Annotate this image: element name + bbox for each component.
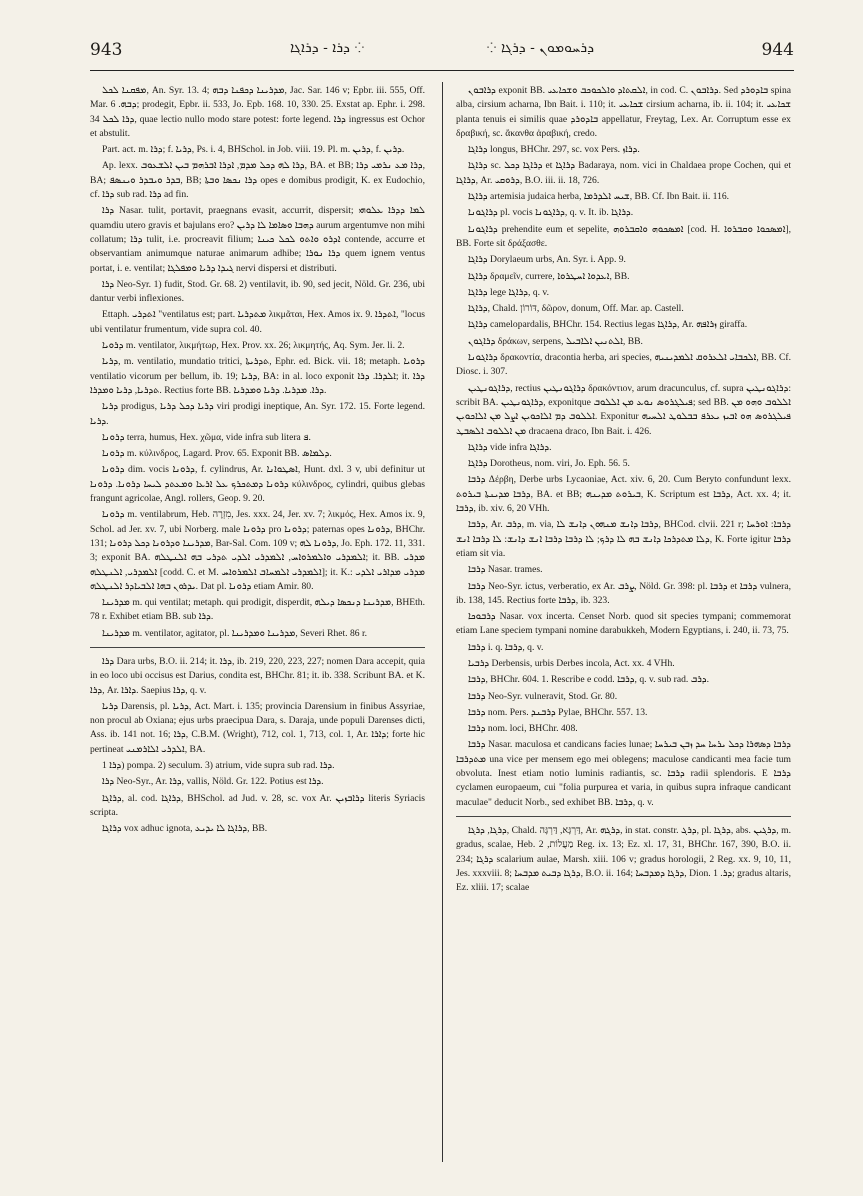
dictionary-entry: ܕܪܒܐ nom. Pers. ܕܪܒܢܕ Pylae, BHChr. 557. 13. — [468, 706, 648, 718]
dictionary-entry: ܕܪܐܓܐ camelopardalis, BHChr. 154. Rectius legas ܕܪܐܓܐ, Ar. ܙܪܐܦܗ giraffa. — [468, 319, 748, 331]
column-divider — [442, 82, 443, 1162]
dictionary-entry: ܕܪܒܐ Neo-Syr. vulneravit, Stod. Gr. 80. — [468, 690, 618, 702]
dictionary-entry: ܕܪܒܐ i. q. ܕܪܒܐ, q. v. — [468, 641, 544, 653]
dictionary-entry: ܕܪܝܐ, m. ventilatio, mundatio tritici, ܬܕܪܝܬܐ, Ephr. ed. Bick. vii. 18; metaph. ܕܪܘܝܐ ventilatio vicorum per bellum, ib. 19; ܕܪܝܐ, BA: in al. loco exponit ܐܠܕܪܐ. ܕܪܐ; it. ܕܪܐ ܬܕܪܝܐ, ܕܪܝܐ ܘܡܕܪܐ. Rectius forte BB. ܕܪܐ. ܡܕܪܝܐ. ܕܪܝܐ ܘܡܕܪܝܐ. — [90, 356, 425, 396]
dictionary-entry: ܕܪܓܐ, ܕܪܓܐ, Chald. דַּרְגָּא, דַּרְגָּה, Ar. ܕܪܓܗ, in stat. constr. ܕܪܓ, pl. ܕܪܓܐ, abs. ܕܪܓܝܢ, m. gradus, scalae, Heb. מַעֲלוֹת, 2 Reg. ix. 13; Ez. xl. 17, 31, BHChr. 167, 390, B.O. ii. 234; ܕܪܓܐ scalarium aulae, Marsh. xiii. 106 v; gradus horologii, 2 Reg. xx. 9, 10, 11, Jes. xxxviii. 8; ܕܪܓܐ ܕܒܝܬ ܡܕܒܚܐ, B.O. ii. 164; ܕܪܓܐ ܕܡܕܒܚܐ, Dion. ܕܪ. 1; gradus altaris, Ez. xliii. 17; scalae — [456, 824, 791, 894]
dictionary-entry: Part. act. m. ܕܪܐ; f. ܕܪܝܐ, Ps. i. 4, BHSchol. in Job. viii. 19. Pl. m. ܕܪܝܢ, f. ܕܪܝܢ. — [102, 144, 405, 156]
dictionary-entry: ܕܪܐ Nasar. tulit, portavit, praegnans evasit, accurrit, dispersit; ܠܡܐ ܕܕܪܐ ܥܠܘܗܝ quamdiu utero gravis et bajulans ero? ܕܗܒܐ ܘܣܐܡܐ ܠܐ ܕܪܝܢ aurum argentumve non mihi collatum; ܕܪܐ tulit, i.e. procreavit filium; ܐܕܪܘ ܘܐܬܘ ܠܟܠ ܟܝܢܐ contende, accurre et observantiam animumque naturae animarum adhibe; ܕܪܐ ܢܘܪܐ quem ignem ventus portat, i. e. ventilat; ܓܝܕܐ ܕܪܝܐ ܘܡܦܠܓܐ nervi dispersi et distributi. — [90, 205, 425, 274]
dictionary-entry: ܕܪܒܐ, BHChr. 604. 1. Rescribe e codd. ܕܪܒܐ, q. v. sub rad. ܕܪܒ. — [468, 674, 710, 686]
dictionary-entry: ܕܪܐܓܐ, Chald. דּוֹרוֹן, δῶρον, donum, Off. Mar. ap. Castell. — [468, 303, 684, 315]
dictionary-entry: ܕܪܐܓܘܢܛܝܢ, rectius ܕܪܐܓܘܢܛܝܢ δρακόντιον, arum dracunculus, cf. supra ܕܪܐܓܘܢܛܝܢ: scribit BA. ܕܪܐܓܘܢܛܝܢ, exponitque ܦܝܠܓܪܘܣ ܢܘܥ ܡܢ ܐܠܠܘܒ; sed BB. ܐܠܠܘܒ ܘܗܘ ܡܢ ܐܠܠܘܒ ܕܡ ܐܠܐܟܘܝܢ ܐܨܠ ܡܢ ܐܠܐܟܘܝܢ. Exponitur ܦܝܠܓܪܘܣ ܗܘ ܐܒܝܙ ܝܥܪܦ ܒܒܠܘܛ ܐܠܚܝܗ ܡܢ ܐܠܠܘܒ ܐܠܣܒܛ dracaena draco, Ibn Bait. i. 426. — [456, 382, 791, 437]
dictionary-entry: ܕܪܒܐ Δέρβη, Derbe urbs Lycaoniae, Act. xiv. 6, 20. Cum Beryto confundunt lexx. ܕܪܒܐ ܡܕܝܢܬܐ ܒܝܪܘܬ, BA. et BB; ܒܝܪܘܬ ܡܕܝܢܗ, K. Scriptum est ܕܪܒܐ, Act. xx. 4; it. ܕܪܒܐ, ib. xiv. 6, 20 VHh. — [456, 474, 791, 515]
dictionary-entry: ܕܪܒܐ, Ar. ܕܪܒ, m. via, ܕܪܒܐ ܕܐܢܫ ܡܢܗܘܢ ܕܐܢܫ ܠܐ, BHCod. clvii. 221 r; ܕܪܒܐ: ܐܘܪܚܐ ܕܠܐ ܡܬܕܪܟܐ ܕܐܢܫ ܒܗ ܠܐ ܕܪܟ; ܠܐ ܕܪܒܐ ܕܪܒܐ ܐܢܫ ܕܐܢܫ: ܠܐ ܕܪܒܐ ܐܢܫ, K. Forte igitur ܕܪܒܐ etiam sit via. — [456, 519, 791, 559]
dictionary-entry: ܕܪܘܢܐ terra, humus, Hex. χῶμα, vide infra sub litera ܦ. — [102, 431, 311, 443]
page-header — [90, 40, 794, 66]
dictionary-entry: ܕܪܘܢܐ m. κύλινδρος, Lagard. Prov. 65. Exponit BB. ܕܠܡܐܣ. — [102, 448, 332, 460]
dictionary-entry: ܕܪܒܐ Neo-Syr. ictus, verberatio, ex Ar. ܨܪܒ, Nöld. Gr. 398: pl. ܕܪܒܐ et ܕܪܒܐ vulnera, ib. 138, 145. Rectius forte ܕܪܒܐ, ib. 323. — [456, 580, 791, 606]
dictionary-entry: ܕܪܐܓܐ longus, BHChr. 297, sc. vox Pers. ܕܪܐܙ. — [468, 144, 640, 156]
dictionary-entry: ܕܪܐܓܐ δραμεῖν, currere, ܐܥܕܘܐ ܐܚܛܪܘܐ, BB. — [468, 270, 630, 282]
right-column — [456, 84, 791, 1164]
dictionary-entry: ܕܪܐܓܐ artemisia judaica herba, ܫܝܚ ܐܠܕܪܡܐ, BB. Cf. Ibn Bait. ii. 116. — [468, 191, 730, 203]
dictionary-entry: ܕܪܐ Dara urbs, B.O. ii. 214; it. ܕܪܐ, ib. 219, 220, 223, 227; nomen Dara accepit, quia in eo loco ubi occisus est Darius, condita est, BHChr. 81; it. ib. 338. Scribunt BA. et K. ܕܪܐ, Ar. ܕܐܪܐ. Saepius ܕܪܐ, q. v. — [90, 655, 425, 696]
running-head-left: ⁘ ܕܪܐ - ܕܪܐܓܐ — [290, 40, 365, 56]
dictionary-entry: ܕܪܐܓܐ Dorotheus, nom. viri, Jo. Eph. 56. 5. — [468, 458, 630, 470]
dictionary-entry: ܕܪܐܓܐ vox adhuc ignota, ܕܪܐܓܐ ܠܐ ܝܕܝܥ, BB. — [102, 823, 268, 835]
dictionary-entry: ܕܪܐܓܐ vide infra ܕܪܐܓܐ. — [468, 441, 552, 453]
dictionary-entry: ܡܕܪܝܢܐ m. ventilator, agitator, pl. ܡܕܪܝܢܐ ܘܡܕܪܝܢܐ, Severi Rhet. 86 r. — [102, 627, 368, 639]
dictionary-entry: ܕܪܐܓܘܢܐ prehendite eum et sepelite, ܐܡܣܟܘܗ ܘܐܩܒܪܘܗ [cod. H. ܐܡܣܟܘܐ ܘܩܒܪܘܐ], BB. Forte sit δράξασθε. — [456, 223, 791, 249]
dictionary-entry: ܕܪܐܓܘܢܐ pl. vocis ܕܪܐܓܘܢܐ, q. v. It. ib. ܕܪܐܓܐ. — [468, 207, 634, 219]
running-head-right: ܕܪܚܘܡܘܢ - ܕܪܓܐ ⁘ — [486, 40, 594, 56]
page-number-right: 944 — [761, 40, 794, 60]
dictionary-entry: ܕܪܝܐ prodigus, ܕܪܝܐ ܕܟܠ ܕܪܝܐ viri prodigi ineptique, An. Syr. 172. 15. Forte legend. ܕܪܝܐ. — [90, 401, 425, 427]
dictionary-entry: ܕܪܒܐ nom. loci, BHChr. 408. — [468, 723, 578, 735]
dictionary-entry: ܕܪܘܢܐ m. ventilabrum, Heb. מִזְרֶה, Jes. xxx. 24, Jer. xv. 7; λικμός, Hex. Amos ix. 9, Schol. ad Jer. xv. 7, ubi Norberg. male ܕܪܘܢܐ pro ܕܪܘܢܐ; paternas opes ܕܪܘܢܐ, BHChr. 131; ܡܕܪܝܢܐ ܘܕܪܘܢܐ ܕܟܠ ܕܪܘܢܐ, Bar-Sal. Com. 109 v; ܕܪܘܢܐ ܠܗ, Jo. Eph. 172. 11, 331. 3; exponit BA. ܐܠܡܕܪܝ ܘܐܠܡܪܘܐܚ, ܐܠܡܕܪܝ ܐܠܕܝ ܬܕܪܝ ܒܗ ܐܠܢܛܠܗ; it. BB. ܡܕܪܝ ܐܠܡܕܪܝ, ܐܠܢܛܠܗ [codd. C. et M. ܐܠܡܕܪܝ ܐܠܡܚܐܒ ܐܠܡܪܘܐܚ]; it. K.: ܡܕܪܝ ܡܕܐܪܝ ܐܠܕܝ ܝܕܪܘܢ ܒܗܐ ܐܠܒܝܐܕܪ ܐܠܢܛܠܗ. Dat pl. ܕܪܘܢܐ etiam Amir. 80. — [90, 509, 425, 592]
dictionary-entry: ܕܪܐ Neo-Syr. 1) fudit, Stod. Gr. 68. 2) ventilavit, ib. 90, sed jecit, Nöld. Gr. 236, ubi dantur verbi inflexiones. — [90, 278, 425, 305]
dictionary-entry: ܕܪܒܘܟܐ Nasar. vox incerta. Censet Norb. quod sit species tympani; commemorat etiam Lane speciem tympani nomine darabukkeh, Modern Egyptians, i. 240, ii. 73, 75. — [456, 611, 791, 637]
dictionary-entry: ܕܪܐ Neo-Syr., Ar. ܕܪܐ, vallis, Nöld. Gr. 122. Potius est ܕܪܐ. — [102, 776, 324, 788]
dictionary-entry: ܕܪܐܒܘܢ exponit BB. ܐܠܩܬܐܕ ܘܐܠܟܘܟܒ ܘܫܟܐܥܝ, in cod. C. ܕܪܐܒܘܢ. Sed ܒܐܕܘܪܕ spina alba, cirsium acharna, Ibn Bait. i. 110; it. ܫܟܐܥܝ cirsium acharna, ib. ii. 104; it. ܫܟܐܥܝ planta tenuis ei similis quae ܒܐܕܘܪܕ appellatur, Freytag, Lex. Ar. Corruptum esse ex δραβική, sc. ἄκανθα ἀραβική, credo. — [456, 85, 791, 139]
dictionary-entry: ܡܕܪܝܢܐ m. qui ventilat; metaph. qui prodigit, disperdit, ܡܕܪܝܢܐ ܕܢܟܣܐ ܕܝܠܗ, BHEth. 78 r. Exhibet etiam BB. sub ܕܪܐ. — [90, 597, 425, 623]
dictionary-entry: ܕܪܐܓܐ sc. ܕܪܐܓܐ ܕܟܠ et ܕܪܐܓܐ Badaraya, nom. vici in Chaldaea prope Cochen, qui et ܕܪܐܓܐ, Ar. ܕܪܘܩܝ, B.O. iii. ii. 18, 726. — [456, 160, 791, 186]
dictionary-entry: ܕܪܐܓܐ Dorylaeum urbs, An. Syr. i. App. 9. — [468, 254, 626, 266]
dictionary-entry: ܕܪܐܓܘܢܐ δρακοντία, dracontia herba, ari species, ܐܠܟܒܐܝ ܐܠܥܪܘܩ ܐܠܡܕܝܢܝܗ, BB. Cf. Diosc. i. 307. — [456, 352, 791, 378]
section-separator — [90, 647, 425, 648]
header-rule — [90, 70, 794, 71]
dictionary-entry: ܡܦܩܢܐ ܠܟܠ, An. Syr. 13. 4; ܡܕܪܝܢܐ ܕܟܦܢܐ ܕܒܗ, Jac. Sar. 146 v; Epbr. iii. 555, Off. Mar. ܕܒܗ. 6; prodegit, Epbr. ii. 533, Jo. Epb. 168. 10, 330. 25. Exstat ap. Ephr. i. 298. 34 ܕܪܐ ܠܟܠ, quae lectio nullo modo stare potest: forte legend. ܕܪܐ ingressus est Ochor et abstulit. — [90, 85, 425, 139]
dictionary-entry: ܕܪܝܐ Darensis, pl. ܕܪܝܐ, Act. Mart. i. 135; provincia Darensium in finibus Assyriae, non procul ab Oxiana; ejus urbs praecipua Dara, s. Daraja, unde populi Darenses dicti, Ass. ib. 141 not. 16; ܕܪܐ, C.B.M. (Wright), 712, col. 1, 713, col. 1, Ar. ܕܐܪܐ; forte hic pertineat ܐܠܕܪܝ ܐܠܐܪܡܢܝ, BA. — [90, 700, 425, 755]
dictionary-entry: Ap. lexx. ܕܪܐ ܠܗ ܕܟܠ ܡܕܡ, ܐܕܪܐ ܐܒܪܗܡ ܒܝܢ ܐܠܫܥܘܒ, BA. et BB; ܕܪܐ ܡܥ ܢܪܡܝ ܕܪܐ, BA; ܒܕܪ ܘܝܒܕܪ ܘܝܢܣܦ, BB; ܕܪܐ ܢܟܣܐ ܘܒܬܐ opes e domibus prodigit, K. ex Eudochio, cf. ܕܪܐ sub rad. ܕܪܐ ad fin. — [90, 160, 425, 201]
dictionary-entry: ܕܪܐܓܐ lege ܕܪܐܓܐ, q. v. — [468, 286, 549, 298]
page-number-left: 943 — [90, 40, 123, 60]
dictionary-entry: ܕܪܐܓܘܢ δράκων, serpens, ܐܠܬܢܝܢ ܐܠܐܒܝܠ, BB. — [468, 335, 643, 347]
dictionary-entry: ܕܪܒܐ Nasar. maculosa et candicans facies lunae; ܕܪܒܐ ܕܣܗܪܐ ܕܟܠ ܝܪܚܐ ܚܕ ܙܒܢ ܒܝܪܚܐ ܡܬܕܪܒܐ una vice per mensem ego mei oblegens; maculose candicanti mea facie tum obvoluta. Inest etiam notio luminis radiantis, sc. ܕܪܒܐ radii splendoris. E ܕܪܒܐ cyclamen europaeum, cui "folia purpurea et varia, in quibus supra infraque candicant maculae" deducit Norb., sed exhibet BB. ܕܪܒܐ, q. v. — [456, 739, 791, 808]
dictionary-entry: ܕܪܘܢܐ dim. vocis ܕܪܘܢܐ, f. cylindrus, Ar. ܐܣܛܘܐܢܐ, Hunt. dxl. 3 v, ubi definitur ut ܕܪܘܢܐ ܕܡܬܟܪܟ ܥܠ ܐܪܥܐ ܘܡܥܬܕ ܠܝܚܐ ܕܪܘܢܐ. ܕܪܘܢܐ κύλινδρος, cylindri, quibus glebas frangunt agricolae, Angl. rollers, Geop. 9. 20. — [90, 464, 425, 505]
dictionary-entry: ܕܪܐܓܐ, al. cod. ܕܪܐܓܐ, BHSchol. ad Jud. v. 28, sc. vox Ar. ܕܪܐܒܙܝܢ literis Syriacis scripta. — [90, 792, 425, 818]
dictionary-entry: ܕܪܘܝܐ m. ventilator, λικμήτωρ, Hex. Prov. xx. 26; λικμητής, Aq. Sym. Jer. li. 2. — [102, 340, 405, 352]
section-separator — [456, 816, 791, 817]
dictionary-entry: Ettaph. ܐܬܕܪܝ "ventilatus est; part. ܡܬܕܪܝܐ λικμᾶται, Hex. Amos ix. 9. ܐܬܕܪܐ, "locus ubi ventilatur frumentum, vide supra col. 40. — [90, 309, 425, 335]
dictionary-entry: ܕܪܒܝܐ Derbensis, urbis Derbes incola, Act. xx. 4 VHh. — [468, 657, 675, 669]
dictionary-entry: ܕܪܐ 1) pompa. 2) seculum. 3) atrium, vide supra sub rad. ܕܪܐ. — [102, 760, 335, 772]
dictionary-entry: ܕܪܒܐ Nasar. trames. — [468, 564, 543, 576]
left-column — [90, 84, 425, 1164]
